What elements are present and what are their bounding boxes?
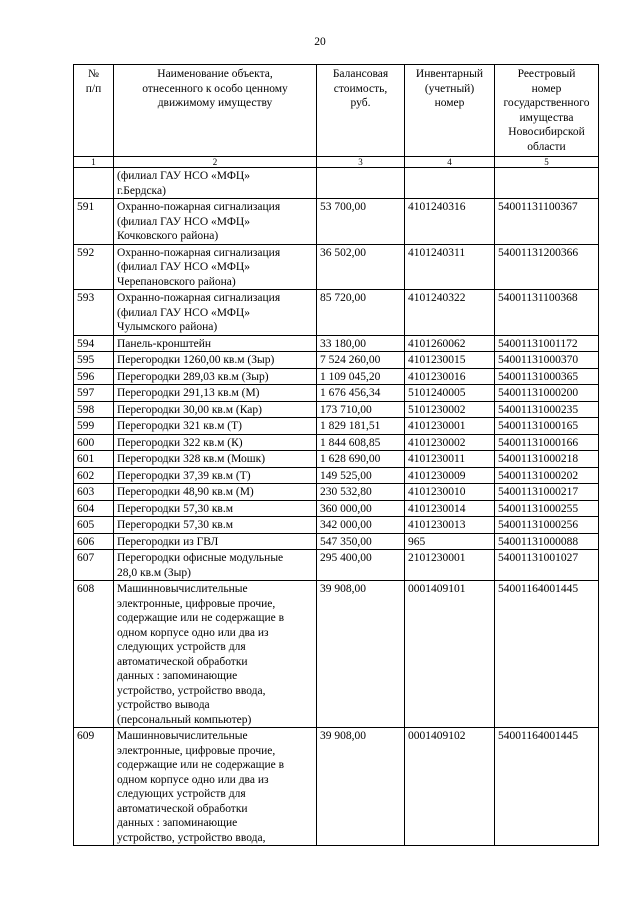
registry-number-cell <box>495 168 599 199</box>
column-number: 3 <box>317 157 405 168</box>
table-row <box>74 484 599 501</box>
balance-cost-cell: 36 502,00 <box>317 244 405 290</box>
column-number: 4 <box>405 157 495 168</box>
item-name-cell: Перегородки офисные модульные 28,0 кв.м (Зыр) <box>114 550 317 581</box>
table-row <box>74 168 599 199</box>
inventory-number-cell: 5101230002 <box>405 401 495 418</box>
header-inventory: Инвентарный (учетный) номер <box>405 65 495 157</box>
item-name-cell: Перегородки 289,03 кв.м (Зыр) <box>114 368 317 385</box>
inventory-number-cell: 4101240311 <box>405 244 495 290</box>
balance-cost-cell: 1 676 456,34 <box>317 385 405 402</box>
item-name-cell: Охранно-пожарная сигнализация (филиал ГАУ НСО «МФЦ» Чулымского района) <box>114 290 317 336</box>
item-name-cell: Перегородки из ГВЛ <box>114 533 317 550</box>
registry-number-cell: 54001131000166 <box>495 434 599 451</box>
inventory-number-cell: 4101230002 <box>405 434 495 451</box>
table-row <box>74 368 599 385</box>
balance-cost-cell: 342 000,00 <box>317 517 405 534</box>
header-name: Наименование объекта, отнесенного к особо ценному движимому имуществу <box>114 65 317 157</box>
balance-cost-cell: 149 525,00 <box>317 467 405 484</box>
item-name-cell: (филиал ГАУ НСО «МФЦ» г.Бердска) <box>114 168 317 199</box>
registry-number-cell: 54001131100367 <box>495 199 599 245</box>
row-number-cell: 608 <box>74 581 114 728</box>
row-number-cell: 609 <box>74 728 114 846</box>
table-row <box>74 728 599 846</box>
row-number-cell: 593 <box>74 290 114 336</box>
header-number: № п/п <box>74 65 114 157</box>
table-row <box>74 352 599 369</box>
item-name-cell: Перегородки 291,13 кв.м (М) <box>114 385 317 402</box>
inventory-number-cell: 4101230013 <box>405 517 495 534</box>
item-name-cell: Перегородки 1260,00 кв.м (Зыр) <box>114 352 317 369</box>
item-name-cell: Перегородки 321 кв.м (Т) <box>114 418 317 435</box>
item-name-cell: Охранно-пожарная сигнализация (филиал ГАУ НСО «МФЦ» Черепановского района) <box>114 244 317 290</box>
registry-number-cell: 54001131000217 <box>495 484 599 501</box>
table-body <box>74 168 599 846</box>
table-row <box>74 550 599 581</box>
registry-number-cell: 54001131000200 <box>495 385 599 402</box>
registry-number-cell: 54001131000165 <box>495 418 599 435</box>
item-name-cell: Перегородки 48,90 кв.м (М) <box>114 484 317 501</box>
inventory-number-cell: 0001409101 <box>405 581 495 728</box>
inventory-number-cell: 4101230009 <box>405 467 495 484</box>
registry-number-cell: 54001131000255 <box>495 500 599 517</box>
row-number-cell <box>74 168 114 199</box>
table-row <box>74 500 599 517</box>
balance-cost-cell: 85 720,00 <box>317 290 405 336</box>
row-number-cell: 603 <box>74 484 114 501</box>
table-row <box>74 533 599 550</box>
table-row <box>74 517 599 534</box>
row-number-cell: 599 <box>74 418 114 435</box>
table-header-row <box>74 65 599 157</box>
balance-cost-cell: 53 700,00 <box>317 199 405 245</box>
table-row <box>74 290 599 336</box>
row-number-cell: 600 <box>74 434 114 451</box>
inventory-number-cell: 965 <box>405 533 495 550</box>
table-row <box>74 418 599 435</box>
balance-cost-cell: 7 524 260,00 <box>317 352 405 369</box>
inventory-number-cell: 4101260062 <box>405 335 495 352</box>
registry-number-cell: 54001131001027 <box>495 550 599 581</box>
row-number-cell: 607 <box>74 550 114 581</box>
registry-number-cell: 54001131100368 <box>495 290 599 336</box>
item-name-cell: Перегородки 37,39 кв.м (Т) <box>114 467 317 484</box>
row-number-cell: 601 <box>74 451 114 468</box>
table-row <box>74 385 599 402</box>
table-row <box>74 467 599 484</box>
column-number: 5 <box>495 157 599 168</box>
inventory-number-cell: 4101230015 <box>405 352 495 369</box>
balance-cost-cell: 295 400,00 <box>317 550 405 581</box>
registry-number-cell: 54001131000365 <box>495 368 599 385</box>
row-number-cell: 595 <box>74 352 114 369</box>
table-row <box>74 581 599 728</box>
inventory-number-cell: 4101230014 <box>405 500 495 517</box>
balance-cost-cell <box>317 168 405 199</box>
balance-cost-cell: 173 710,00 <box>317 401 405 418</box>
row-number-cell: 605 <box>74 517 114 534</box>
row-number-cell: 596 <box>74 368 114 385</box>
row-number-cell: 602 <box>74 467 114 484</box>
item-name-cell: Панель-кронштейн <box>114 335 317 352</box>
header-registry: Реестровый номер государственного имущества Новосибирской области <box>495 65 599 157</box>
item-name-cell: Перегородки 322 кв.м (К) <box>114 434 317 451</box>
inventory-number-cell: 4101230010 <box>405 484 495 501</box>
registry-number-cell: 54001164001445 <box>495 581 599 728</box>
row-number-cell: 592 <box>74 244 114 290</box>
registry-number-cell: 54001131000088 <box>495 533 599 550</box>
table-row <box>74 335 599 352</box>
table-row <box>74 199 599 245</box>
inventory-number-cell: 4101240322 <box>405 290 495 336</box>
column-number: 2 <box>114 157 317 168</box>
row-number-cell: 597 <box>74 385 114 402</box>
header-cost: Балансовая стоимость, руб. <box>317 65 405 157</box>
item-name-cell: Перегородки 30,00 кв.м (Кар) <box>114 401 317 418</box>
balance-cost-cell: 547 350,00 <box>317 533 405 550</box>
row-number-cell: 591 <box>74 199 114 245</box>
balance-cost-cell: 39 908,00 <box>317 728 405 846</box>
item-name-cell: Перегородки 328 кв.м (Мошк) <box>114 451 317 468</box>
inventory-number-cell: 4101240316 <box>405 199 495 245</box>
row-number-cell: 598 <box>74 401 114 418</box>
column-number: 1 <box>74 157 114 168</box>
balance-cost-cell: 1 628 690,00 <box>317 451 405 468</box>
balance-cost-cell: 1 844 608,85 <box>317 434 405 451</box>
inventory-number-cell: 4101230001 <box>405 418 495 435</box>
inventory-number-cell: 5101240005 <box>405 385 495 402</box>
balance-cost-cell: 230 532,80 <box>317 484 405 501</box>
table-row <box>74 401 599 418</box>
inventory-number-cell: 2101230001 <box>405 550 495 581</box>
item-name-cell: Перегородки 57,30 кв.м <box>114 500 317 517</box>
balance-cost-cell: 1 829 181,51 <box>317 418 405 435</box>
registry-number-cell: 54001131000256 <box>495 517 599 534</box>
asset-table <box>73 64 599 846</box>
inventory-number-cell: 4101230011 <box>405 451 495 468</box>
registry-number-cell: 54001131000370 <box>495 352 599 369</box>
balance-cost-cell: 33 180,00 <box>317 335 405 352</box>
registry-number-cell: 54001131001172 <box>495 335 599 352</box>
row-number-cell: 604 <box>74 500 114 517</box>
inventory-number-cell: 0001409102 <box>405 728 495 846</box>
page-number: 20 <box>314 36 326 48</box>
row-number-cell: 594 <box>74 335 114 352</box>
column-number-row <box>74 157 599 168</box>
table-row <box>74 434 599 451</box>
balance-cost-cell: 360 000,00 <box>317 500 405 517</box>
registry-number-cell: 54001131000202 <box>495 467 599 484</box>
item-name-cell: Машинновычислительные электронные, цифровые прочие, содержащие или не содержащие в одном корпусе одно или два из следующих устройств для автоматической обработки данных : запоминающие устройство, устройство ввода, устройство вывода (персональный компьютер) <box>114 581 317 728</box>
table-row <box>74 451 599 468</box>
registry-number-cell: 54001164001445 <box>495 728 599 846</box>
registry-number-cell: 54001131000218 <box>495 451 599 468</box>
row-number-cell: 606 <box>74 533 114 550</box>
table-row <box>74 244 599 290</box>
registry-number-cell: 54001131000235 <box>495 401 599 418</box>
inventory-number-cell: 4101230016 <box>405 368 495 385</box>
balance-cost-cell: 1 109 045,20 <box>317 368 405 385</box>
registry-number-cell: 54001131200366 <box>495 244 599 290</box>
inventory-number-cell <box>405 168 495 199</box>
balance-cost-cell: 39 908,00 <box>317 581 405 728</box>
item-name-cell: Охранно-пожарная сигнализация (филиал ГАУ НСО «МФЦ» Кочковского района) <box>114 199 317 245</box>
item-name-cell: Перегородки 57,30 кв.м <box>114 517 317 534</box>
item-name-cell: Машинновычислительные электронные, цифровые прочие, содержащие или не содержащие в одном корпусе одно или два из следующих устройств для автоматической обработки данных : запоминающие устройство, устройство ввода, <box>114 728 317 846</box>
